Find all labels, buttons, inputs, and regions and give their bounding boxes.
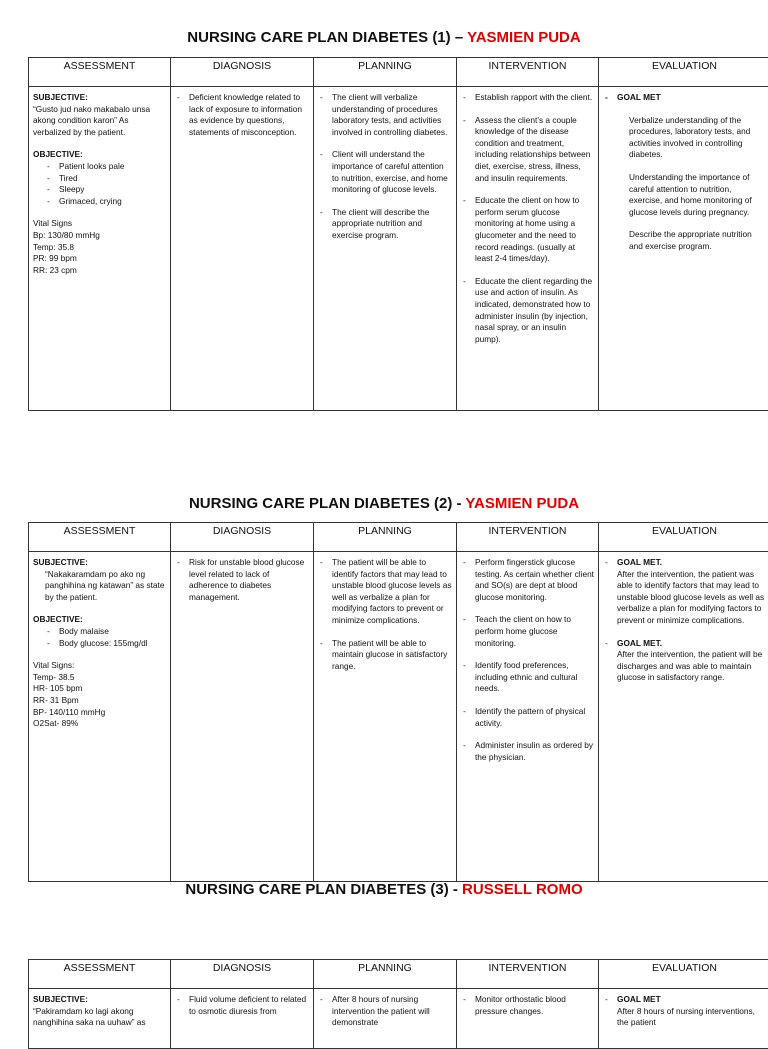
goal-status: - GOAL MET. xyxy=(617,638,766,650)
evaluation-paragraph: Understanding the importance of careful attention to nutrition, exercise, and home monitoring of glucose levels during pregnancy. xyxy=(629,172,766,218)
intervention-item: - Monitor orthostatic blood pressure changes. xyxy=(461,994,594,1017)
col-header-intervention: INTERVENTION xyxy=(457,960,599,989)
goal-status: - GOAL MET xyxy=(617,994,766,1006)
evaluation-paragraph: Describe the appropriate nutrition and exercise program. xyxy=(629,229,766,252)
plan2-title-author: YASMIEN PUDA xyxy=(465,495,579,512)
objective-label: OBJECTIVE: xyxy=(33,149,166,161)
plan3-diagnosis-cell xyxy=(171,989,314,1049)
vital-sign: BP- 140/110 mmHg xyxy=(33,707,166,719)
intervention-item: - Assess the client’s a couple knowledge of the disease condition and treatment, including relationships between diet, exercise, stress, illness, and insulin requirements. xyxy=(461,115,594,185)
plan2-assessment-cell xyxy=(29,552,171,882)
plan3-intervention-cell xyxy=(457,989,599,1049)
intervention-item: - Administer insulin as ordered by the physician. xyxy=(461,740,594,763)
col-header-evaluation: EVALUATION xyxy=(599,960,768,989)
subjective-text: “Nakakaramdam po ako ng panghihina ng katawan” as state by the patient. xyxy=(33,569,166,604)
intervention-item: - Educate the client regarding the use and action of insulin. As indicated, demonstrated how to administer insulin (by injection, nasal spray, or an insulin pump). xyxy=(461,276,594,346)
col-header-planning: PLANNING xyxy=(314,58,457,87)
objective-item: - Body glucose: 155mg/dl xyxy=(33,638,166,650)
planning-item: - The patient will be able to identify factors that may lead to unstable blood glucose levels as well as verbalize a plan for modifying factors to prevent or minimize complications. xyxy=(318,557,452,627)
vital-sign: PR: 99 bpm xyxy=(33,253,166,265)
objective-item: - Patient looks pale xyxy=(33,161,166,173)
plan2-evaluation-cell xyxy=(599,552,768,882)
vital-sign: Temp: 35.8 xyxy=(33,242,166,254)
plan3-assessment-cell xyxy=(29,989,171,1049)
col-header-intervention: INTERVENTION xyxy=(457,58,599,87)
plan3-title-prefix: NURSING CARE PLAN DIABETES (3) - xyxy=(185,881,462,898)
intervention-item: - Identify food preferences, including ethnic and cultural needs. xyxy=(461,660,594,695)
plan3-header-row xyxy=(29,960,768,989)
vital-sign: Temp- 38.5 xyxy=(33,672,166,684)
plan2-header-row xyxy=(29,523,768,552)
vital-sign: O2Sat- 89% xyxy=(33,718,166,730)
subjective-label: SUBJECTIVE: xyxy=(33,557,166,569)
col-header-assessment: ASSESSMENT xyxy=(29,58,171,87)
intervention-item: - Teach the client on how to perform home glucose monitoring. xyxy=(461,614,594,649)
plan1-diagnosis-cell xyxy=(171,87,314,411)
plan3-table xyxy=(28,959,768,1049)
plan1-body-row xyxy=(29,87,768,411)
objective-list xyxy=(33,161,166,207)
objective-item: - Grimaced, crying xyxy=(33,196,166,208)
objective-item: - Tired xyxy=(33,173,166,185)
evaluation-item xyxy=(603,557,766,627)
vital-sign: HR- 105 bpm xyxy=(33,683,166,695)
plan1-table xyxy=(28,57,768,411)
plan2-title xyxy=(0,495,768,512)
col-header-diagnosis: DIAGNOSIS xyxy=(171,523,314,552)
planning-item: - Client will understand the importance of careful attention to nutrition, exercise, and home monitoring of glucose levels. xyxy=(318,149,452,195)
vital-sign: Bp: 130/80 mmHg xyxy=(33,230,166,242)
subjective-label: SUBJECTIVE: xyxy=(33,994,166,1006)
plan2-table xyxy=(28,522,768,882)
plan2-title-prefix: NURSING CARE PLAN DIABETES (2) - xyxy=(189,495,465,512)
planning-item: - The patient will be able to maintain glucose in satisfactory range. xyxy=(318,638,452,673)
col-header-planning: PLANNING xyxy=(314,960,457,989)
goal-status: - GOAL MET xyxy=(603,92,766,104)
evaluation-text: After the intervention, the patient will be discharges and was able to maintain glucose in satisfactory range. xyxy=(617,649,766,684)
plan3-body-row xyxy=(29,989,768,1049)
subjective-text: “Pakiramdam ko lagi akong nanghihina saka na uuhaw” as xyxy=(33,1006,166,1029)
evaluation-text: After 8 hours of nursing interventions, the patient xyxy=(617,1006,766,1029)
col-header-assessment: ASSESSMENT xyxy=(29,960,171,989)
diagnosis-item: - Fluid volume deficient to related to osmotic diuresis from xyxy=(175,994,309,1017)
intervention-item: - Establish rapport with the client. xyxy=(461,92,594,104)
plan1-header-row xyxy=(29,58,768,87)
evaluation-item xyxy=(603,638,766,684)
vital-sign: RR- 31 Bpm xyxy=(33,695,166,707)
objective-item: - Sleepy xyxy=(33,184,166,196)
col-header-planning: PLANNING xyxy=(314,523,457,552)
plan1-intervention-cell xyxy=(457,87,599,411)
plan2-body-row xyxy=(29,552,768,882)
plan3-title xyxy=(0,881,768,898)
col-header-diagnosis: DIAGNOSIS xyxy=(171,58,314,87)
diagnosis-item: - Deficient knowledge related to lack of exposure to information as evidence by questions, statements of misconception. xyxy=(175,92,309,138)
plan1-title xyxy=(0,29,768,46)
col-header-diagnosis: DIAGNOSIS xyxy=(171,960,314,989)
plan2-intervention-cell xyxy=(457,552,599,882)
plan1-planning-cell xyxy=(314,87,457,411)
intervention-item: - Educate the client on how to perform serum glucose monitoring at home using a glucometer and the need to record readings. (usually at least 2-4 times/day). xyxy=(461,195,594,265)
plan3-title-author: RUSSELL ROMO xyxy=(462,881,583,898)
plan1-evaluation-cell xyxy=(599,87,768,411)
plan3-evaluation-cell xyxy=(599,989,768,1049)
plan2-planning-cell xyxy=(314,552,457,882)
planning-item: - The client will describe the appropriate nutrition and exercise program. xyxy=(318,207,452,242)
diagnosis-item: - Risk for unstable blood glucose level related to lack of adherence to diabetes management. xyxy=(175,557,309,603)
objective-item: - Body malaise xyxy=(33,626,166,638)
vital-sign: RR: 23 cpm xyxy=(33,265,166,277)
goal-status: - GOAL MET. xyxy=(617,557,766,569)
vitals-label: Vital Signs xyxy=(33,218,166,230)
plan3-planning-cell xyxy=(314,989,457,1049)
subjective-label: SUBJECTIVE: xyxy=(33,92,166,104)
plan1-assessment-cell xyxy=(29,87,171,411)
plan1-title-author: YASMIEN PUDA xyxy=(467,29,581,46)
plan2-diagnosis-cell xyxy=(171,552,314,882)
subjective-text: “Gusto jud nako makabalo unsa akong condition karon” As verbalized by the patient. xyxy=(33,104,166,139)
planning-item: - After 8 hours of nursing intervention the patient will demonstrate xyxy=(318,994,452,1029)
evaluation-paragraph: Verbalize understanding of the procedures, laboratory tests, and activities involved in controlling diabetes. xyxy=(629,115,766,161)
objective-list xyxy=(33,626,166,649)
intervention-item: - Identify the pattern of physical activity. xyxy=(461,706,594,729)
evaluation-text: After the intervention, the patient was able to identify factors that may lead to unstable blood glucose levels as well as verbalize a plan for modifying factors to prevent or minimize complications. xyxy=(617,569,766,627)
vitals-label: Vital Signs: xyxy=(33,660,166,672)
intervention-item: - Perform fingerstick glucose testing. As certain whether client and SO(s) are dept at blood glucose monitoring. xyxy=(461,557,594,603)
planning-item: - The client will verbalize understanding of procedures laboratory tests, and activities involved in controlling diabetes. xyxy=(318,92,452,138)
objective-label: OBJECTIVE: xyxy=(33,614,166,626)
col-header-evaluation: EVALUATION xyxy=(599,523,768,552)
plan1-title-prefix: NURSING CARE PLAN DIABETES (1) – xyxy=(187,29,467,46)
col-header-intervention: INTERVENTION xyxy=(457,523,599,552)
col-header-assessment: ASSESSMENT xyxy=(29,523,171,552)
col-header-evaluation: EVALUATION xyxy=(599,58,768,87)
